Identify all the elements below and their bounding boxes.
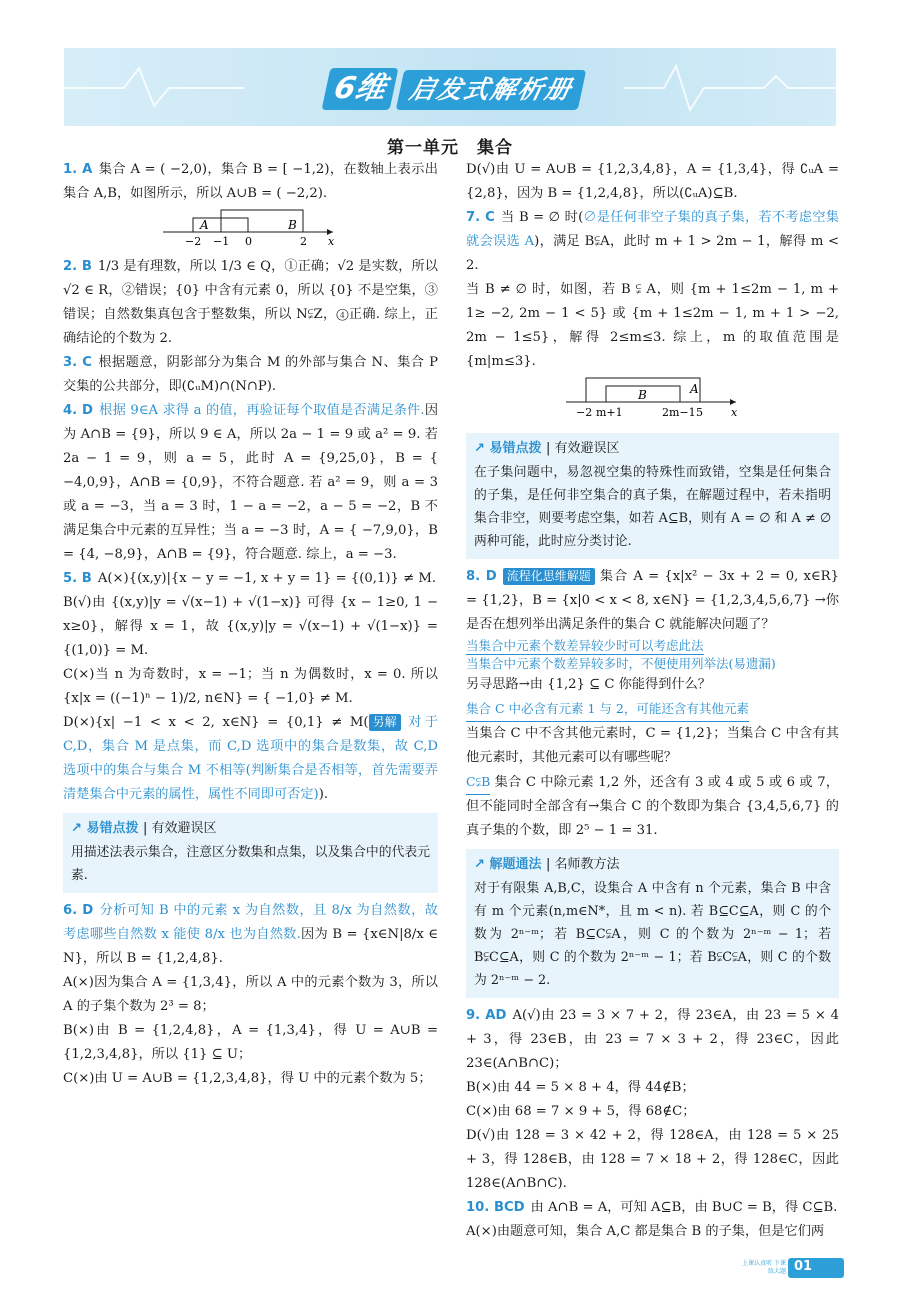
flow-thinking-chip: 流程化思维解题	[503, 568, 595, 585]
right-column	[466, 158, 839, 1244]
answer-9: 9. AD A(√)由 23 = 3 × 7 + 2，得 23∈A，由 23 = 5 × 4 + 3，得 23∈B，由 23 = 7 × 3 + 2，得 23∈C，因此 23∈(A∩B∩C)；	[466, 1008, 839, 1071]
tick-label: −2	[576, 406, 593, 418]
flow-note-2: 集合 C 中必含有元素 1 与 2，可能还含有其他元素	[466, 697, 839, 722]
answer-3: 3. C 根据题意，阴影部分为集合 M 的外部与集合 N、集合 P 交集的公共部分，即(∁ᵤM)∩(N∩P).	[63, 355, 438, 394]
alt-solution-chip: 另解	[369, 714, 401, 731]
answer-8-conclusion: C⫋B 集合 C 中除元素 1,2 外，还含有 3 或 4 或 5 或 6 或 7，但不能同时全部含有→集合 C 的个数即为集合 {3,4,5,6,7} 的真子集的个数，即 2⁵ − 1 = 31.	[466, 770, 839, 843]
answer-9-option-d: D(√)由 128 = 3 × 42 + 2，得 128∈A，由 128 = 5 × 25 + 3，得 128∈B，由 128 = 7 × 18 + 2，得 128∈C，因此 128∈(A∩B∩C).	[466, 1128, 839, 1191]
hint-text: 分析可知 B 中的元素 x 为自然数，且 8/x 为自然数，故考虑哪些自然数 x 能使 8/x 也为自然数.	[63, 903, 438, 942]
answer-6-option-b: B(×)由 B = {1,2,4,8}，A = {1,3,4}，得 U = A∪B = {1,2,3,4,8}，所以 {1} ⊆ U；	[63, 1023, 438, 1062]
answer-9-option-c: C(×)由 68 = 7 × 9 + 5，得 68∉C；	[466, 1104, 696, 1119]
trend-icon: ↗	[474, 441, 485, 456]
tick-label: 0	[245, 235, 252, 246]
trend-icon: ↗	[71, 821, 82, 836]
answer-10: 10. BCD 由 A∩B = A，可知 A⊆B，由 B∪C = B，得 C⊆B.	[466, 1200, 838, 1215]
axis-label: x	[731, 406, 738, 418]
answer-1: 1. A 集合 A = ( −2,0)，集合 B = [ −1,2)，在数轴上表示出集合 A,B，如图所示，所以 A∪B = ( −2,2).	[63, 162, 438, 201]
answer-8-next: 另寻思路→由 {1,2} ⊆ C 你能得到什么？	[466, 677, 711, 692]
flow-note-1: 当集合中元素个数差异较少时可以考虑此法 当集合中元素个数差异较多时，不便使用列举法(易遗漏)	[466, 638, 776, 671]
answer-6-option-c: C(×)由 U = A∪B = {1,2,3,4,8}，得 U 中的元素个数为 5；	[63, 1071, 432, 1086]
set-label-a: A	[690, 382, 699, 396]
set-label-a: A	[200, 218, 209, 232]
page-number-badge	[742, 1258, 844, 1278]
answer-6-option-a: A(×)因为集合 A = {1,3,4}，所以 A 中的元素个数为 3，所以 A 的子集个数为 2³ = 8；	[63, 975, 438, 1014]
answer-10-option-a: A(×)由题意可知，集合 A,C 都是集合 B 的子集，但是它们两	[466, 1224, 825, 1239]
number-line-figure-2	[466, 374, 839, 418]
answer-5-option-d: D(×){x| −1 < x < 2, x∈N} = {0,1} ≠ M( 另解 对于 C,D，集合 M 是点集，而 C,D 选项中的集合是数集，故 C,D 选项中的集合与集合 M 不相等(判断集合是否相等，首先需要弄清楚集合中元素的属性，属性不同即可否定)).	[63, 715, 439, 802]
answer-7: 7. C 当 B = ∅ 时(∅是任何非空子集的真子集，若不考虑空集就会误选 A)，满足 B⫋A，此时 m + 1 > 2m − 1，解得 m < 2.	[466, 210, 839, 273]
set-label-b: B	[638, 388, 647, 402]
answer-5-option-c: C(×)当 n 为奇数时，x = −1；当 n 为偶数时，x = 0. 所以 {x|x = ((−1)ⁿ − 1)/2, n∈N} = { −1,0} ≠ M.	[63, 667, 438, 706]
brand-title: 启发式解析册	[396, 70, 587, 110]
answer-9-option-b: B(×)由 44 = 5 × 8 + 4，得 44∉B；	[466, 1080, 695, 1095]
answer-5-option-b: B(√)由 {(x,y)|y = √(x−1) + √(1−x)} 可得 {x − 1≥0, 1 − x≥0}，解得 x = 1，故 {(x,y)|y = √(x−1) + √(1−x)} = {(1,0)} = M.	[63, 595, 438, 658]
tick-label: m+1	[596, 406, 623, 418]
answer-8-cases: 当集合 C 中不含其他元素时，C = {1,2}；当集合 C 中含有其他元素时，其他元素可以有哪些呢？	[466, 726, 839, 765]
set-label-b: B	[288, 218, 297, 232]
trend-icon: ↗	[474, 857, 485, 872]
tick-label: −1	[213, 235, 230, 246]
tip-box-common-mistakes: ↗ 易错点拨 | 有效避误区 用描述法表示集合，注意区分数集和点集，以及集合中的代表元素.	[63, 813, 438, 893]
answer-8: 8. D 流程化思维解题 集合 A = {x|x² − 3x + 2 = 0, x∈R} = {1,2}，B = {x|0 < x < 8, x∈N} = {1,2,3,4,5,6,7} →你是否在想列举出满足条件的集合 C 就能解决问题了？	[466, 569, 839, 632]
page-number: 01	[794, 1259, 813, 1274]
tick-label: 2m−1	[662, 406, 696, 418]
axis-label: x	[328, 235, 335, 246]
brand-number-badge: 6维	[322, 68, 399, 110]
tick-label: −2	[185, 235, 202, 246]
left-column	[63, 158, 438, 1091]
answer-2: 2. B 1/3 是有理数，所以 1/3 ∈ Q，①正确；√2 是实数，所以 √2 ∈ R，②错误；{0} 中含有元素 0，所以 {0} 不是空集，③错误；自然数集真包含于整数集，所以 N⫋Z，④正确. 综上，正确结论的个数为 2.	[63, 259, 438, 346]
footer-tagline: 上课认真听 下课练大题	[742, 1260, 786, 1275]
number-line-figure-1	[63, 206, 438, 246]
hint-text: 根据 9∈A 求得 a 的值，再验证每个取值是否满足条件.	[98, 403, 425, 418]
tick-label: 5	[696, 406, 703, 418]
unit-title: 第一单元 集合	[387, 138, 513, 158]
answer-5: 5. B A(×){(x,y)|{x − y = −1, x + y = 1} = {(0,1)} ≠ M.	[63, 571, 437, 586]
tick-label: 2	[300, 235, 307, 246]
answer-6: 6. D 分析可知 B 中的元素 x 为自然数，且 8/x 为自然数，故考虑哪些自然数 x 能使 8/x 也为自然数.因为 B = {x∈N|8/x ∈ N}，所以 B = {1,2,4,8}.	[63, 903, 438, 966]
hint-text: ∅是任何非空子集的真子集，若不考虑空集就会误选 A	[466, 210, 839, 249]
answer-7-case-nonempty: 当 B ≠ ∅ 时，如图，若 B ⫋ A，则 {m + 1≤2m − 1, m + 1≥ −2, 2m − 1 < 5} 或 {m + 1≤2m − 1, m + 1 > −2, 2m − 1≤5}，解得 2≤m≤3. 综上，m 的取值范围是 {m|m≤3}.	[466, 282, 839, 369]
answer-6-option-d: D(√)由 U = A∪B = {1,2,3,4,8}，A = {1,3,4}，得 ∁ᵤA = {2,8}，因为 B = {1,2,4,8}，所以(∁ᵤA)⊆B.	[466, 162, 839, 201]
tip-box-general-method: ↗ 解题通法 | 名师教方法 对于有限集 A,B,C，设集合 A 中含有 n 个元素，集合 B 中含有 m 个元素(n,m∈N*，且 m < n). 若 B⊆C⊆A，则 C 的个数为 2ⁿ⁻ᵐ；若 B⊆C⫋A，则 C 的个数为 2ⁿ⁻ᵐ − 1；若 B⫋C⊆A，则 C 的个数为 2ⁿ⁻ᵐ − 1；若 B⫋C⫋A，则 C 的个数为 2ⁿ⁻ᵐ − 2.	[466, 849, 839, 998]
answer-4: 4. D 根据 9∈A 求得 a 的值，再验证每个取值是否满足条件.因为 A∩B = {9}，所以 9 ∈ A，所以 2a − 1 = 9 或 a² = 9. 若 2a − 1 = 9，则 a = 5，此时 A = {9,25,0}，B = { −4,0,9}，A∩B = {0,9}，不符合题意. 若 a² = 9，则 a = 3 或 a = −3，当 a = 3 时，1 − a = −2，a − 5 = −2，B 不满足集合中元素的互异性；当 a = −3 时，A = { −7,9,0}，B = {4, −8,9}，A∩B = {9}，符合题意. 综上，a = −3.	[63, 403, 439, 562]
tip-box-common-mistakes-2: ↗ 易错点拨 | 有效避误区 在子集问题中，易忽视空集的特殊性而致错，空集是任何集合的子集，是任何非空集合的真子集，在解题过程中，若未指明集合非空，则要考虑空集，如若 A⊆B，则有 A = ∅ 和 A ≠ ∅ 两种可能，此时应分类讨论.	[466, 433, 839, 559]
